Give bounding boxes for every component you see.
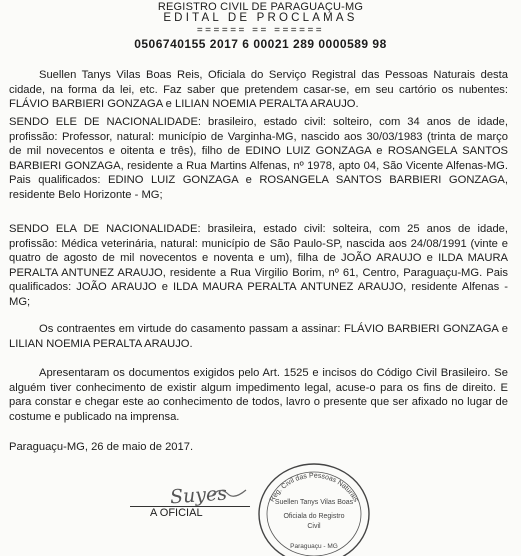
registry-name: REGISTRO CIVIL DE PARAGUAÇU-MG [157, 1, 364, 13]
stamp-city: Paraguaçu - MG [290, 543, 338, 550]
registry-code: 0506740155 2017 6 00021 289 0000589 98 [134, 37, 387, 51]
date-line: Paraguaçu-MG, 26 de maio de 2017. [9, 441, 194, 453]
documents-paragraph: Apresentaram os documentos exigidos pelo Art. 1525 e incisos do Código Civil Brasileiro. Se alguém tiver conhecimento de existir algum impedimento legal, acuse-o para os fins de direito. E para constar e chegar este ao conhecimento de todos, lavro o presente que ser afixado no lugar de costume e publicado na imprensa. [9, 367, 508, 423]
stamp-office: Civil [307, 523, 321, 530]
stamp-role: Oficiala do Registro [283, 513, 345, 520]
signature-scribble: Suyes [169, 482, 228, 509]
signature-role: A OFICIAL [150, 507, 203, 519]
bride-paragraph: SENDO ELA DE NACIONALIDADE: brasileira, estado civil: solteira, com 25 anos de idade, profissão: Médica veterinária, natural: município de São Paulo-SP, nascida aos 24/08/1991 (vinte e quatro de agosto de mil novecentos e noventa e um), filha de JOÃO ARAUJO e ILDA MAURA PERALTA ANTUNEZ ARAUJO, residente a Rua Virgilio Borim, nº 61, Centro, Paraguaçu-MG. Pais qualificados: JOÃO ARAUJO e ILDA MAURA PERALTA ANTUNEZ ARAUJO, residente Alfenas - MG; [9, 223, 508, 308]
handwritten-signature [150, 476, 260, 510]
stamp-name: Suellen Tanys Vilas Boas [274, 499, 354, 506]
official-stamp [255, 458, 373, 556]
title-underline: ====== == ====== [196, 25, 325, 36]
intro-paragraph: Suellen Tanys Vilas Boas Reis, Oficiala do Serviço Registral das Pessoas Naturais desta cidade, na forma da lei, etc. Faz saber que pretendem casar-se, em seu cartório os nubentes: FLÁVIO BARBIERI GONZAGA e LILIAN NOEMIA PERALTA ARAUJO. [9, 69, 508, 111]
groom-paragraph: SENDO ELE DE NACIONALIDADE: brasileiro, estado civil: solteiro, com 34 anos de idade, profissão: Professor, natural: município de Varginha-MG, nascido aos 30/03/1983 (trinta de março de mil novecentos e oitenta e três), filho de EDINO LUIZ GONZAGA e ROSANGELA SANTOS BARBIERI GONZAGA, residente a Rua Martins Alfenas, nº 1978, apto 04, São Vicente Alfenas-MG. Pais qualificados: EDINO LUIZ GONZAGA e ROSANGELA SANTOS BARBIERI GONZAGA, residente Belo Horizonte - MG; [9, 116, 508, 201]
edital-title: EDITAL DE PROCLAMAS [163, 12, 358, 24]
stamp-arc-text: Reg. Civil das Pessoas Naturais [268, 472, 360, 504]
contractants-paragraph: Os contraentes em virtude do casamento passam a assinar: FLÁVIO BARBIERI GONZAGA e LILIAN NOEMIA PERALTA ARAUJO. [9, 323, 508, 350]
